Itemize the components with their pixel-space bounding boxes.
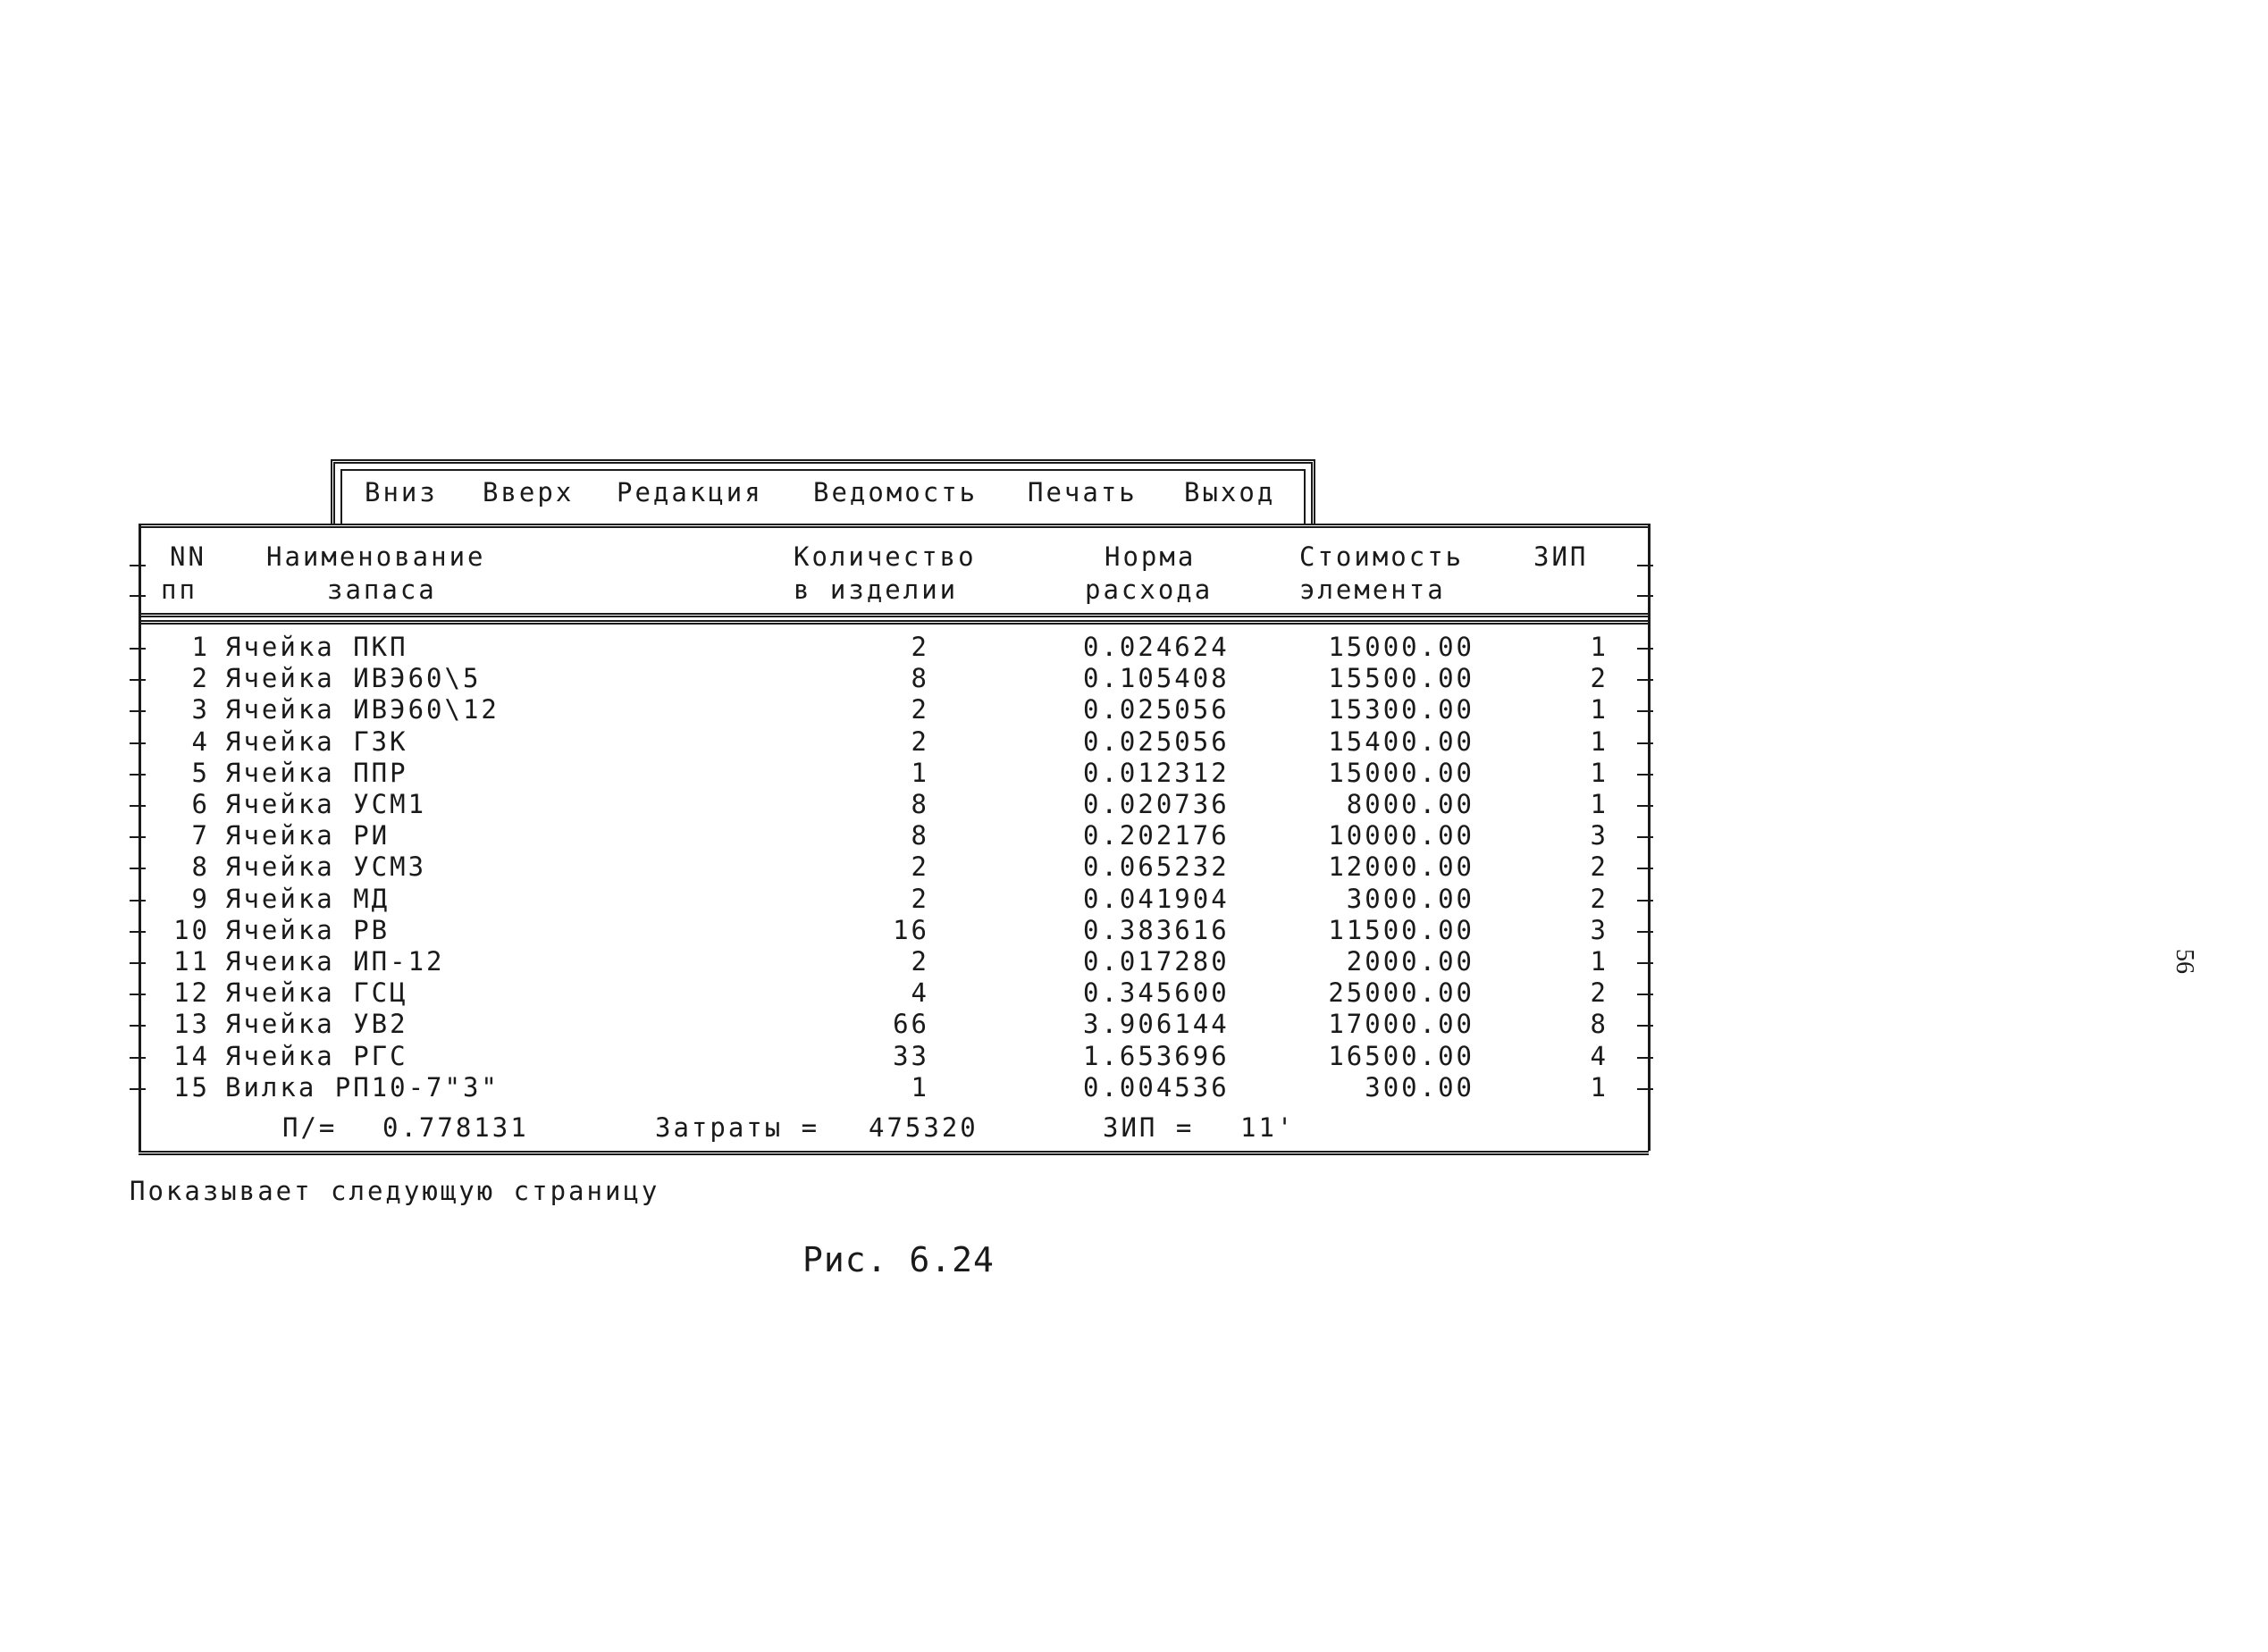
row-cost: 17000.00 [1328,1009,1474,1039]
edge-tick [130,1057,146,1059]
row-cost: 10000.00 [1328,820,1474,851]
header-separator [139,613,1649,617]
row-name: Ячейка ППР [225,758,408,788]
edge-tick [130,805,146,807]
row-quantity: 4 [911,977,929,1008]
edge-tick [130,994,146,995]
edge-tick [130,900,146,901]
row-norm: 0.004536 [1083,1072,1230,1103]
page-number: 56 [2171,949,2198,974]
row-number: 2 [191,663,210,693]
row-number: 14 [173,1041,210,1071]
edge-tick [1637,931,1653,933]
row-quantity: 2 [911,851,929,882]
edge-tick [130,1025,146,1027]
row-number: 8 [191,851,210,882]
row-quantity: 8 [911,820,929,851]
row-quantity: 2 [911,946,929,977]
row-cost: 2000.00 [1346,946,1474,977]
row-name: Ячейка МД [225,884,391,914]
figure-caption: Рис. 6.24 [802,1240,995,1279]
row-number: 11 [173,946,210,977]
row-quantity: 8 [911,663,929,693]
row-cost: 15000.00 [1328,632,1474,662]
row-norm: 0.383616 [1083,915,1230,945]
row-zip: 4 [1590,1041,1609,1071]
header-cost-line2: элемента [1299,574,1446,605]
edge-tick [1637,836,1653,838]
row-norm: 0.025056 [1083,694,1230,725]
row-number: 10 [173,915,210,945]
row-norm: 0.202176 [1083,820,1230,851]
edge-tick [130,565,146,566]
row-name: Ячейка УВ2 [225,1009,408,1039]
row-norm: 0.345600 [1083,977,1230,1008]
edge-tick [1637,648,1653,650]
row-cost: 11500.00 [1328,915,1474,945]
header-qty-line1: Количество [794,541,977,572]
edge-tick [130,679,146,681]
menu-item-down[interactable]: Вниз [365,477,438,507]
row-name: Вилка РП10-7"3" [225,1072,500,1103]
menu-item-print[interactable]: Печать [1028,477,1138,507]
table-bottom-border [139,1151,1649,1155]
row-zip: 1 [1590,789,1609,819]
menu-item-exit[interactable]: Выход [1184,477,1276,507]
row-number: 9 [191,884,210,914]
row-name: Ячейка ИВЭ60\12 [225,694,500,725]
row-quantity: 8 [911,789,929,819]
header-name-line2: запаса [327,574,437,605]
row-number: 5 [191,758,210,788]
edge-tick [1637,742,1653,744]
edge-tick [130,962,146,964]
row-cost: 3000.00 [1346,884,1474,914]
row-zip: 2 [1590,663,1609,693]
edge-tick [130,774,146,776]
row-number: 13 [173,1009,210,1039]
row-name: Ячейка РГС [225,1041,408,1071]
row-name: Ячейка РВ [225,915,391,945]
edge-tick [130,868,146,869]
row-cost: 15000.00 [1328,758,1474,788]
row-name: Ячеика ИП-12 [225,946,445,977]
row-cost: 8000.00 [1346,789,1474,819]
row-zip: 1 [1590,694,1609,725]
row-quantity: 2 [911,694,929,725]
row-quantity: 16 [893,915,929,945]
row-zip: 2 [1590,884,1609,914]
edge-tick [130,742,146,744]
menu-item-edit[interactable]: Редакция [617,477,763,507]
row-name: Ячейка РИ [225,820,391,851]
row-quantity: 66 [893,1009,929,1039]
header-norm-line2: расхода [1085,574,1214,605]
header-zip: ЗИП [1533,541,1589,572]
row-norm: 0.017280 [1083,946,1230,977]
row-cost: 15400.00 [1328,726,1474,757]
edge-tick [1637,1088,1653,1090]
header-cost-line1: Стоимость [1299,541,1465,572]
edge-tick [1637,679,1653,681]
edge-tick [1637,1057,1653,1059]
row-norm: 1.653696 [1083,1041,1230,1071]
menu-item-statement[interactable]: Ведомость [813,477,979,507]
edge-tick [1637,900,1653,901]
menu-item-up[interactable]: Вверх [483,477,575,507]
edge-tick [1637,962,1653,964]
row-quantity: 33 [893,1041,929,1071]
header-name-line1: Наименование [266,541,486,572]
header-qty-line2: в изделии [794,574,959,605]
row-zip: 1 [1590,632,1609,662]
edge-tick [130,595,146,597]
row-name: Ячейка ГЗК [225,726,408,757]
status-text: Показывает следующую страницу [130,1176,660,1206]
row-norm: 0.065232 [1083,851,1230,882]
row-name: Ячейка УСМ1 [225,789,427,819]
row-name: Ячейка ПКП [225,632,408,662]
row-norm: 3.906144 [1083,1009,1230,1039]
summary-pg-value: 0.778131 [382,1112,529,1143]
row-name: Ячейка ГСЦ [225,977,408,1008]
edge-tick [1637,710,1653,712]
row-number: 6 [191,789,210,819]
row-norm: 0.024624 [1083,632,1230,662]
row-number: 7 [191,820,210,851]
row-zip: 1 [1590,1072,1609,1103]
row-zip: 1 [1590,946,1609,977]
row-quantity: 1 [911,1072,929,1103]
header-norm-line1: Норма [1105,541,1197,572]
edge-tick [130,1088,146,1090]
row-number: 1 [191,632,210,662]
summary-cost-value: 475320 [869,1112,979,1143]
row-quantity: 1 [911,758,929,788]
row-norm: 0.041904 [1083,884,1230,914]
edge-tick [130,710,146,712]
summary-zip-value: 11' [1240,1112,1296,1143]
table-top-border [139,524,1649,528]
row-cost: 25000.00 [1328,977,1474,1008]
body-top-border [139,620,1649,625]
row-cost: 12000.00 [1328,851,1474,882]
summary-zip-label: ЗИП = [1103,1112,1195,1143]
row-number: 4 [191,726,210,757]
row-quantity: 2 [911,884,929,914]
edge-tick [1637,595,1653,597]
header-nn-line2: пп [161,574,197,605]
row-name: Ячейка ИВЭ60\5 [225,663,482,693]
row-norm: 0.025056 [1083,726,1230,757]
summary-pg-label: П/= [282,1112,338,1143]
row-cost: 15500.00 [1328,663,1474,693]
row-norm: 0.012312 [1083,758,1230,788]
edge-tick [1637,774,1653,776]
row-number: 3 [191,694,210,725]
row-zip: 3 [1590,915,1609,945]
row-zip: 2 [1590,977,1609,1008]
row-zip: 8 [1590,1009,1609,1039]
row-number: 15 [173,1072,210,1103]
edge-tick [1637,565,1653,566]
row-cost: 300.00 [1365,1072,1474,1103]
row-quantity: 2 [911,632,929,662]
row-zip: 3 [1590,820,1609,851]
row-zip: 2 [1590,851,1609,882]
row-name: Ячейка УСМ3 [225,851,427,882]
edge-tick [1637,994,1653,995]
row-norm: 0.105408 [1083,663,1230,693]
edge-tick [1637,805,1653,807]
row-zip: 1 [1590,726,1609,757]
row-number: 12 [173,977,210,1008]
edge-tick [1637,868,1653,869]
edge-tick [130,836,146,838]
edge-tick [1637,1025,1653,1027]
edge-tick [130,931,146,933]
header-nn-line1: NN [170,541,206,572]
summary-cost-label: Затраты = [655,1112,820,1143]
row-zip: 1 [1590,758,1609,788]
edge-tick [130,648,146,650]
row-quantity: 2 [911,726,929,757]
row-norm: 0.020736 [1083,789,1230,819]
row-cost: 16500.00 [1328,1041,1474,1071]
row-cost: 15300.00 [1328,694,1474,725]
